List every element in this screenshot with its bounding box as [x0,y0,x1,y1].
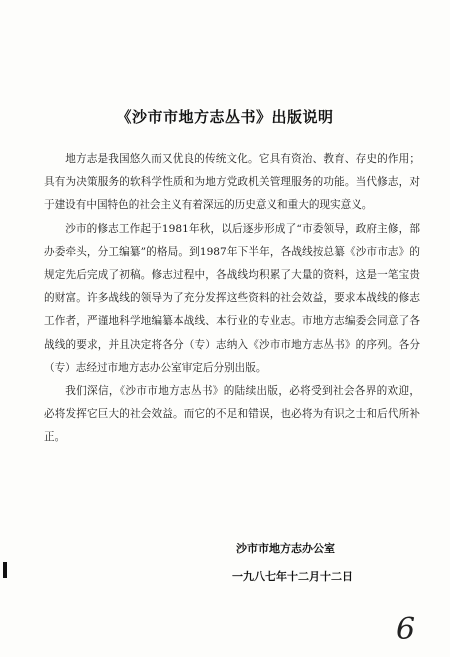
signature-organization: 沙市市地方志办公室 [236,542,335,555]
document-title: 《沙市市地方志丛书》出版说明 [116,108,334,126]
paragraph-2: 沙市的修志工作起于1981年秋，以后逐步形成了“市委领导，政府主修，部办委牵头，分工编纂”的格局。到1987年下半年，各战线按总纂《沙市市志》的规定先后完成了初稿。修志过程中，各战线均积累了大量的资料，这是一笔宝贵的财富。许多战线的领导为了充分发挥这些资料的社会效益，要求本战线的修志工作者，严谨地科学地编纂本战线、本行业的专业志。市地方志编委会同意了各战线的要求，并且决定将各分（专）志纳入《沙市市地方志丛书》的序列。各分（专）志经过市地方志办公室审定后分别出版。 [44,222,420,374]
scan-edge-mark [3,562,7,578]
paragraph-1: 地方志是我国悠久而又优良的传统文化。它具有资治、教育、存史的作用；具有为决策服务的软科学性质和为地方党政机关管理服务的功能。当代修志，对于建设有中国特色的社会主义有着深远的历史意义和重大的现实意义。 [44,153,420,212]
paragraph-3: 我们深信，《沙市市地方志丛书》的陆续出版，必将受到社会各界的欢迎，必将发挥它巨大的社会效益。而它的不足和错误，也必将为有识之士和后代所补正。 [44,385,420,444]
signature-date: 一九八七年十二月十二日 [232,570,353,583]
signature-block [232,540,353,584]
document-body [44,148,420,450]
page-number: 6 [396,612,416,647]
